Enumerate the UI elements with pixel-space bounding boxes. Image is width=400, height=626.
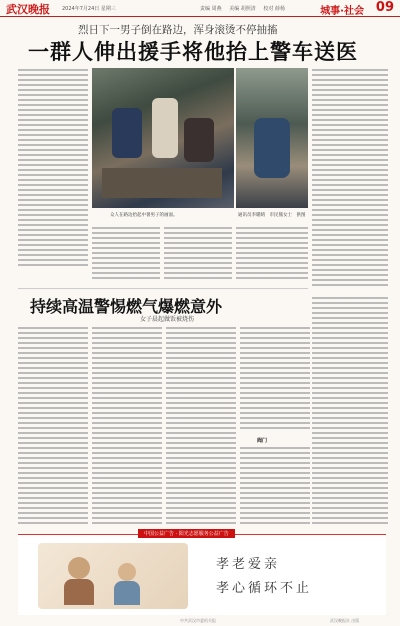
ad-strip: 中国公益广告 · 阳光志愿服务公益广告 (138, 529, 235, 538)
body-text-block (236, 226, 308, 282)
ad-slogan-1: 孝老爱亲 (216, 557, 281, 572)
editor-credits (200, 5, 291, 12)
public-service-ad (18, 531, 386, 615)
body-text-block (312, 296, 388, 526)
photo-caption: 众人在路边抬起中暑男子的画面。 (110, 213, 178, 218)
second-headline: 持续高温警惕燃气爆燃意外 (30, 297, 223, 316)
body-text-block (92, 326, 162, 526)
masthead (0, 0, 400, 17)
footer-right: 武汉晚报社 出版 (330, 618, 360, 623)
story-headline: 一群人伸出援手将他抬上警车送医 (28, 39, 358, 64)
credit-proofreader: 校对 薛杨 (263, 6, 285, 12)
second-byline: 女子晨起做饭被烧伤 (140, 316, 195, 323)
body-text-block (18, 68, 88, 268)
credit-editor: 责编 周燕 (200, 6, 222, 12)
body-text-block (92, 226, 160, 282)
photo-credit: 通讯员李暖晴 市民熊女士 供图 (238, 213, 306, 218)
section-subhead: 阀门 (257, 438, 268, 444)
body-text-block (18, 326, 88, 526)
photo-bystanders (236, 68, 308, 208)
divider (18, 288, 308, 289)
section-title: 城事·社会 (320, 6, 364, 17)
footer-left: 中共武汉市委机关报 (180, 618, 216, 623)
story-kicker: 烈日下一男子倒在路边，浑身滚烫不停抽搐 (78, 24, 278, 36)
body-text-block (240, 326, 310, 432)
photo-rescue-scene (92, 68, 234, 208)
issue-date: 2024年7月24日 星期三 (62, 6, 116, 12)
body-text-block (240, 446, 310, 526)
ad-illustration (38, 543, 188, 609)
body-text-block (166, 326, 236, 526)
credit-designer: 美编 胡照清 (229, 6, 256, 12)
ad-slogan-2: 孝心循环不止 (216, 581, 313, 596)
body-text-block (164, 226, 232, 282)
newspaper-logo: 武汉晚报 (6, 3, 50, 16)
body-text-block (312, 68, 388, 288)
page-number: 09 (375, 0, 394, 15)
